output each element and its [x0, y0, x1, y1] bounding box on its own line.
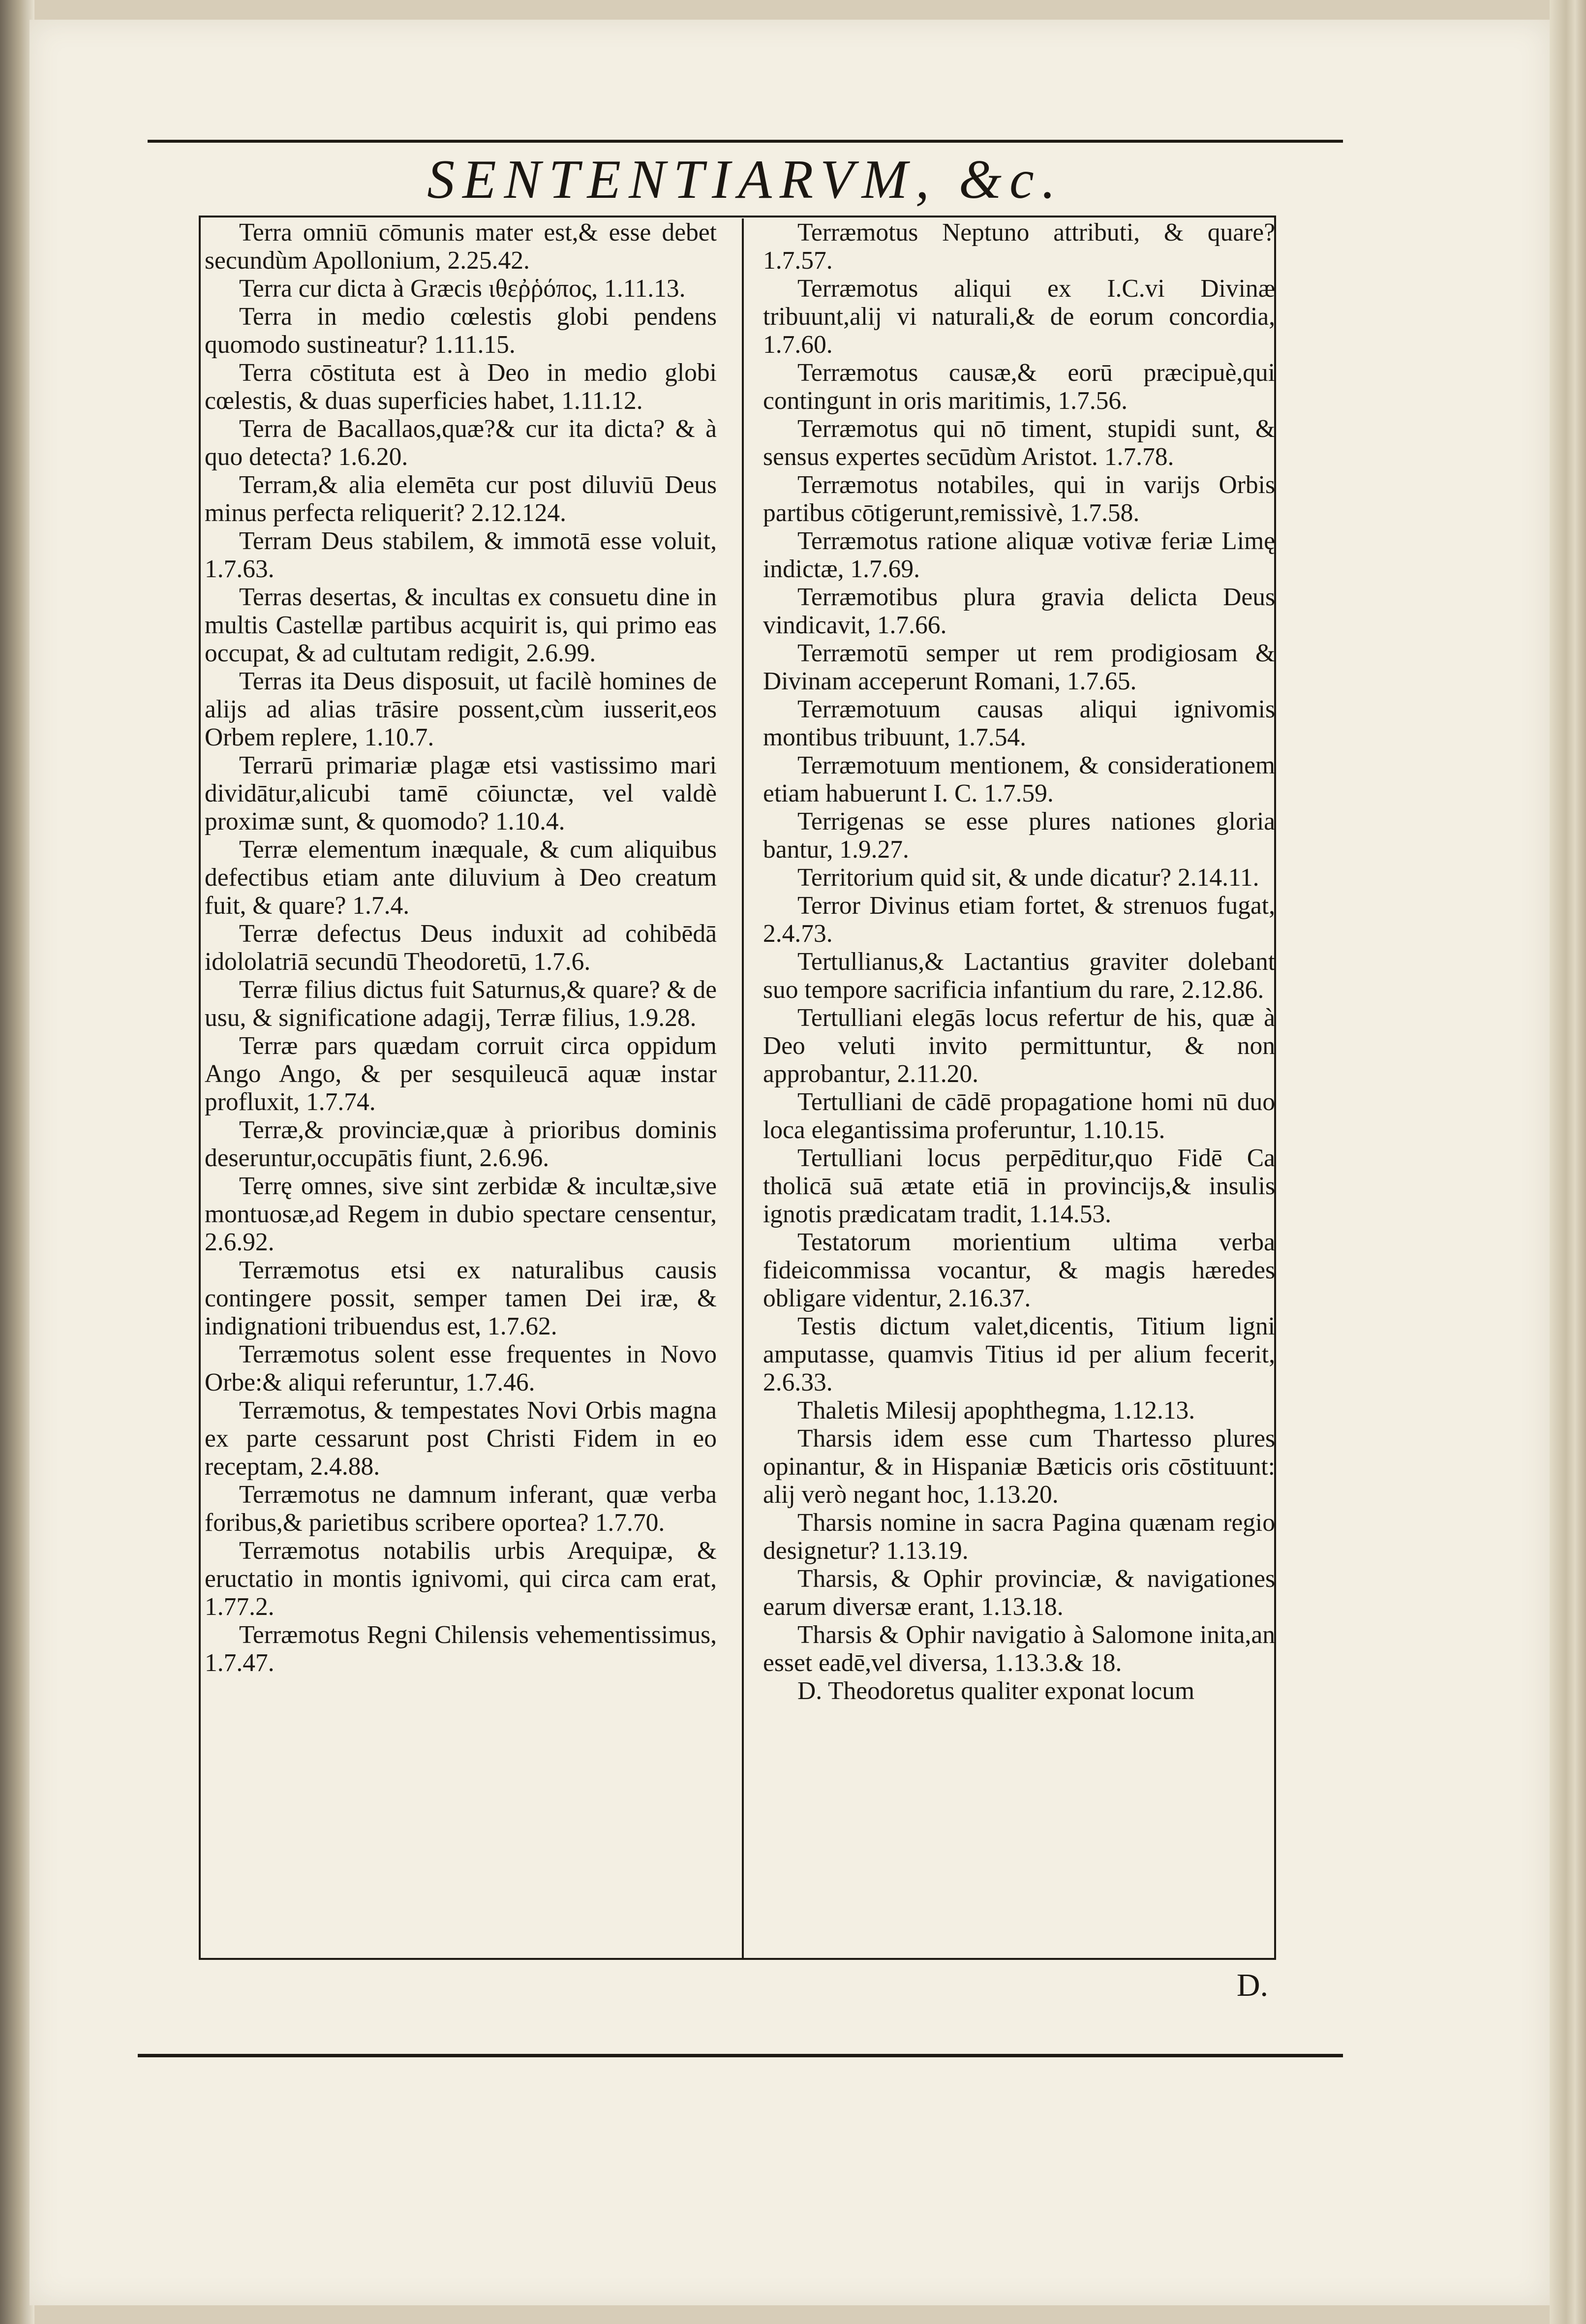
- index-entry: Tharsis & Ophir navigatio à Salomone inita,an esset eadē,vel diversa, 1.13.3.& 18.: [763, 1621, 1275, 1677]
- index-entry: Terrarū primariæ plagæ etsi vastissimo mari dividātur,alicubi tamē cōiunctæ, vel valdè proximæ sunt, & quomodo? 1.10.4.: [205, 751, 717, 836]
- signature-mark: D.: [1236, 1967, 1268, 2003]
- index-entry: Tertulliani locus perpēditur,quo Fidē Ca tholicā suā ætate etiā in provincijs,& insulis ignotis prædicatam tradit, 1.14.53.: [763, 1144, 1275, 1228]
- index-entry: Terra in medio cœlestis globi pendens quomodo sustineatur? 1.11.15.: [205, 303, 717, 359]
- index-entry: Terræmotus Regni Chilensis vehementissimus, 1.7.47.: [205, 1621, 717, 1677]
- index-entry: Terræmotus causæ,& eorū præcipuè,qui contingunt in oris maritimis, 1.7.56.: [763, 359, 1275, 415]
- index-entry: Terrigenas se esse plures nationes gloria bantur, 1.9.27.: [763, 807, 1275, 864]
- index-entry: Terræmotuum causas aliqui ignivomis montibus tribuunt, 1.7.54.: [763, 695, 1275, 751]
- index-entry: Terræmotus notabiles, qui in varijs Orbis partibus cōtigerunt,remissivè, 1.7.58.: [763, 471, 1275, 527]
- index-entry: Terræmotuum mentionem, & considerationem etiam habuerunt I. C. 1.7.59.: [763, 751, 1275, 807]
- footer-rule: [138, 2054, 1343, 2057]
- column-divider: [742, 218, 744, 1958]
- right-column: [760, 218, 1279, 1958]
- index-entry: Terræmotus ratione aliquæ votivæ feriæ Limę indictæ, 1.7.69.: [763, 527, 1275, 583]
- index-entry: Terram,& alia elemēta cur post diluviū Deus minus perfecta reliquerit? 2.12.124.: [205, 471, 717, 527]
- index-entry: Testatorum morientium ultima verba fideicommissa vocantur, & magis hæredes obligare videntur, 2.16.37.: [763, 1228, 1275, 1312]
- index-entry: Terræmotus Neptuno attributi, & quare? 1.7.57.: [763, 218, 1275, 275]
- index-entry: D. Theodoretus qualiter exponat locum: [797, 1677, 1195, 1705]
- index-entry: Terra cur dicta à Græcis ιθεῤῥόπος, 1.11.13.: [239, 275, 686, 303]
- index-entry: Terræmotibus plura gravia delicta Deus vindicavit, 1.7.66.: [763, 583, 1275, 639]
- index-entry: Terras ita Deus disposuit, ut facilè homines de alijs ad alias trāsire possent,cùm iusserit,eos Orbem replere, 1.10.7.: [205, 667, 717, 751]
- index-entry: Terræ defectus Deus induxit ad cohibēdā idololatriā secundū Theodoretū, 1.7.6.: [205, 920, 717, 976]
- index-entry: Terræ,& provinciæ,quæ à prioribus dominis deseruntur,occupātis fiunt, 2.6.96.: [205, 1116, 717, 1172]
- index-entry: Terræmotus qui nō timent, stupidi sunt, & sensus expertes secūdùm Aristot. 1.7.78.: [763, 415, 1275, 471]
- index-entry: Testis dictum valet,dicentis, Titium ligni amputasse, quamvis Titius id per alium fecerit, 2.6.33.: [763, 1312, 1275, 1396]
- index-entry: Tharsis idem esse cum Thartesso plures opinantur, & in Hispaniæ Bæticis oris cōstituunt: alij verò negant hoc, 1.13.20.: [763, 1425, 1275, 1509]
- index-entry: Tertulliani de cādē propagatione homi nū duo loca elegantissima proferuntur, 1.10.15.: [763, 1088, 1275, 1144]
- index-entry: Terræmotus etsi ex naturalibus causis contingere possit, semper tamen Dei iræ, & indignationi tribuendus est, 1.7.62.: [205, 1256, 717, 1340]
- left-column: [202, 218, 721, 1958]
- index-entry: Tharsis, & Ophir provinciæ, & navigationes earum diversæ erant, 1.13.18.: [763, 1565, 1275, 1621]
- index-entry: Terram Deus stabilem, & immotā esse voluit, 1.7.63.: [205, 527, 717, 583]
- index-entry: Terrę omnes, sive sint zerbidæ & incultæ,sive montuosæ,ad Regem in dubio spectare censentur, 2.6.92.: [205, 1172, 717, 1256]
- index-entry: Tertullianus,& Lactantius graviter dolebant suo tempore sacrificia infantium du rare, 2.12.86.: [763, 948, 1275, 1004]
- index-entry: Terræ filius dictus fuit Saturnus,& quare? & de usu, & significatione adagij, Terræ filius, 1.9.28.: [205, 976, 717, 1032]
- index-entry: Terras desertas, & incultas ex consuetu dine in multis Castellæ partibus acquirit is, qui primo eas occupat, & ad cultutam redigit, 2.6.99.: [205, 583, 717, 667]
- index-entry: Territorium quid sit, & unde dicatur? 2.14.11.: [797, 864, 1259, 892]
- index-entry: Terræmotus ne damnum inferant, quæ verba foribus,& parietibus scribere oportea? 1.7.70.: [205, 1481, 717, 1537]
- running-head: SENTENTIARVM, &c.: [427, 149, 1064, 210]
- index-entry: Tharsis nomine in sacra Pagina quænam regio designetur? 1.13.19.: [763, 1509, 1275, 1565]
- page-edge: [1550, 0, 1586, 2324]
- index-entry: Terræmotū semper ut rem prodigiosam & Divinam acceperunt Romani, 1.7.65.: [763, 639, 1275, 695]
- index-entry: Terra de Bacallaos,quæ?& cur ita dicta? & à quo detecta? 1.6.20.: [205, 415, 717, 471]
- index-entry: Thaletis Milesij apophthegma, 1.12.13.: [797, 1396, 1195, 1425]
- index-entry: Terror Divinus etiam fortet, & strenuos fugat, 2.4.73.: [763, 892, 1275, 948]
- index-entry: Terræ pars quædam corruit circa oppidum Ango Ango, & per sesquileucā aquæ instar profluxit, 1.7.74.: [205, 1032, 717, 1116]
- index-entry: Terra cōstituta est à Deo in medio globi cœlestis, & duas superficies habet, 1.11.12.: [205, 359, 717, 415]
- index-entry: Terra omniū cōmunis mater est,& esse debet secundùm Apollonium, 2.25.42.: [205, 218, 717, 275]
- index-entry: Terræmotus, & tempestates Novi Orbis magna ex parte cessarunt post Christi Fidem in eo receptam, 2.4.88.: [205, 1396, 717, 1481]
- index-entry: Terræmotus notabilis urbis Arequipæ, & eructatio in montis ignivomi, qui circa cam erat, 1.77.2.: [205, 1537, 717, 1621]
- index-entry: Terræmotus aliqui ex I.C.vi Divinæ tribuunt,alij vi naturali,& de eorum concordia, 1.7.60.: [763, 275, 1275, 359]
- index-entry: Tertulliani elegās locus refertur de his, quæ à Deo veluti invito permittuntur, & non approbantur, 2.11.20.: [763, 1004, 1275, 1088]
- index-entry: Terræmotus solent esse frequentes in Novo Orbe:& aliqui referuntur, 1.7.46.: [205, 1340, 717, 1396]
- index-entry: Terræ elementum inæquale, & cum aliquibus defectibus etiam ante diluvium à Deo creatum fuit, & quare? 1.7.4.: [205, 836, 717, 920]
